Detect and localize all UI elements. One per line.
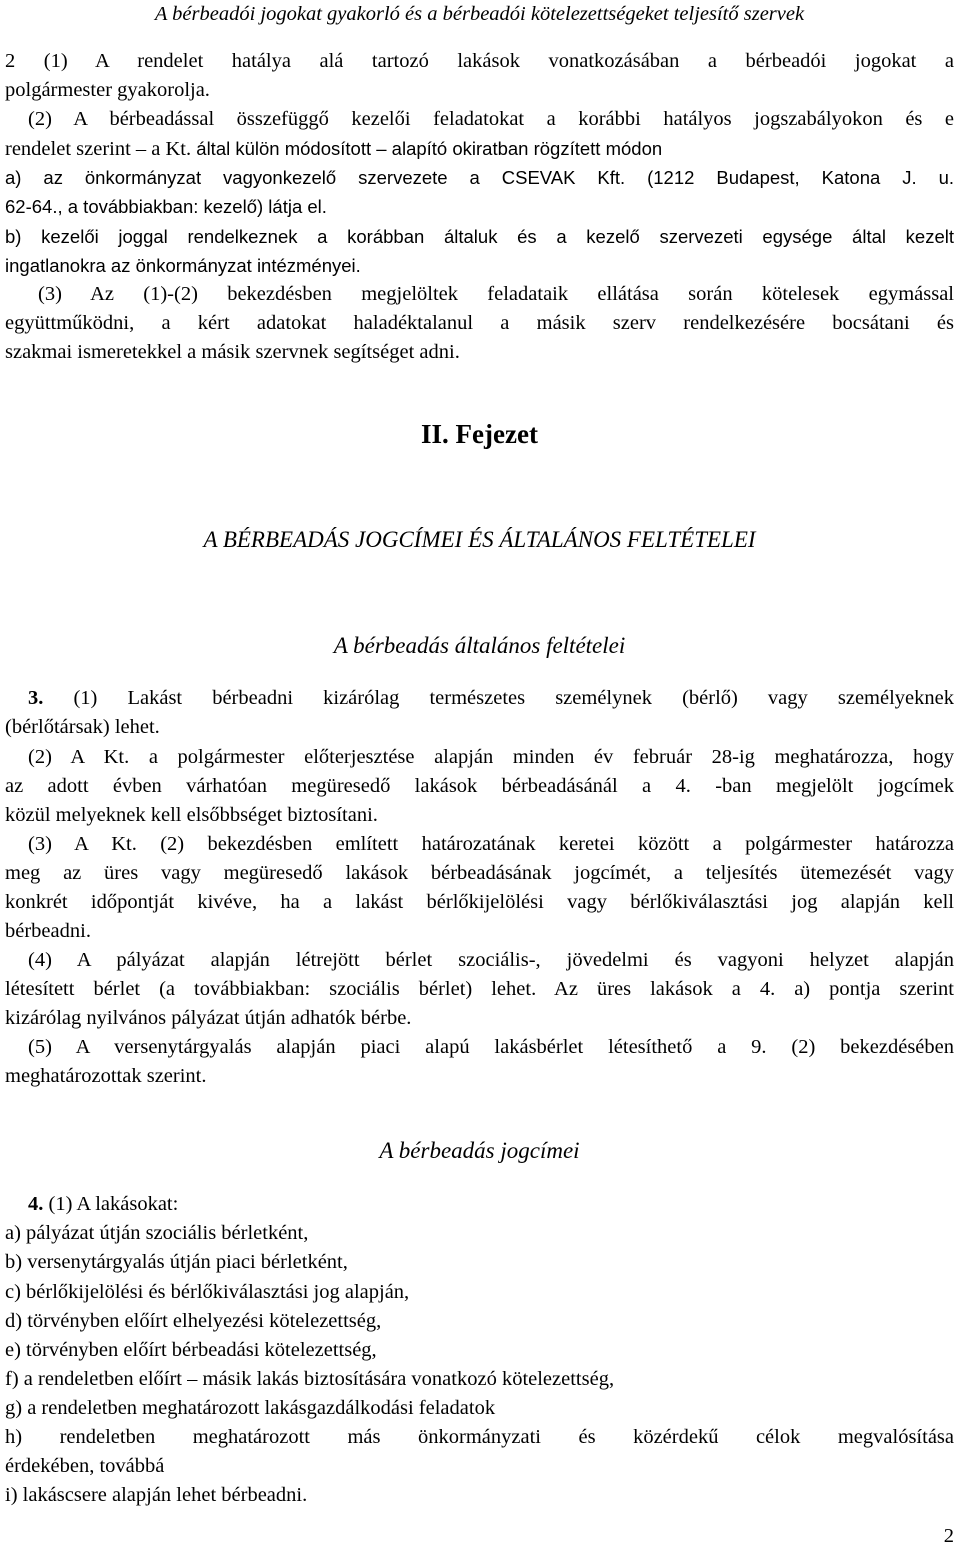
s3-line-10: (4) A pályázat alapján létrejött bérlet szociális-, jövedelmi és vagyoni helyzet alapján [28, 949, 954, 971]
s4-item: b) versenytárgyalás útján piaci bérletként, [5, 1251, 348, 1273]
s3-line-12: kizárólag nyilvános pályázat útján adhatók bérbe. [5, 1007, 412, 1029]
s4-item-h-line-1: h) rendeletben meghatározott más önkormányzati és közérdekű célok megvalósítása [5, 1426, 954, 1448]
s4-item: f) a rendeletben előírt – másik lakás biztosítására vonatkozó kötelezettség, [5, 1368, 615, 1390]
s2-line-4-serif: rendelet szerint – a Kt. [5, 138, 192, 160]
s2-line-3: (2) A bérbeadással összefüggő kezelői feladatokat a korábbi hatályos jogszabályokon és e [28, 108, 954, 130]
s3-line-11: létesített bérlet (a továbbiakban: szociális bérlet) lehet. Az üres lakások a 4. a) pontja szerint [5, 978, 954, 1000]
s3-line-4: az adott évben várhatóan megüresedő lakások bérbeadásánál a 4. -ban megjelölt jogcímek [5, 775, 954, 797]
page-number: 2 [943, 1525, 954, 1547]
s4-item: e) törvényben előírt bérbeadási kötelezettség, [5, 1339, 377, 1361]
s4-item: a) pályázat útján szociális bérletként, [5, 1222, 309, 1244]
s2-line-6-sans-2: , a továbbiakban: kezelő) látja el. [57, 196, 327, 217]
s4-number: 4. [28, 1193, 44, 1215]
section-heading: A bérbeadói jogokat gyakorló és a bérbeadói kötelezettségeket teljesítő szervek [154, 3, 805, 25]
subsection-heading-titles: A bérbeadás jogcímei [379, 1138, 580, 1163]
s3-line-14: meghatározottak szerint. [5, 1065, 207, 1087]
s3-number: 3. [28, 687, 44, 709]
s3-line-1-text: (1) Lakást bérbeadni kizárólag természetes személynek (bérlő) vagy személyeknek [43, 687, 954, 709]
s3-line-5: közül melyeknek kell elsőbbséget biztosítani. [5, 804, 378, 826]
s4-item-h-line-2: érdekében, továbbá [5, 1455, 165, 1477]
s3-line-9: bérbeadni. [5, 920, 91, 942]
s3-line-3: (2) A Kt. a polgármester előterjesztése alapján minden év február 28-ig meghatározza, hogy [28, 746, 954, 768]
s3-line-13: (5) A versenytárgyalás alapján piaci alapú lakásbérlet létesíthető a 9. (2) bekezdésében [28, 1036, 954, 1058]
s3-line-8: konkrét időpontját kivéve, ha a lakást bérlőkijelölési vagy bérlőkiválasztási jog alapján kell [5, 891, 954, 913]
subsection-heading-general-conditions: A bérbeadás általános feltételei [333, 633, 626, 658]
s4-line-1-text: (1) A lakásokat: [43, 1193, 179, 1215]
s4-item: c) bérlőkijelölési és bérlőkiválasztási jog alapján, [5, 1281, 410, 1303]
s3-line-2: (bérlőtársak) lehet. [5, 716, 160, 738]
s2-line-1: 2 (1) A rendelet hatálya alá tartozó lakások vonatkozásában a bérbeadói jogokat a [5, 50, 954, 72]
s2-line-4 [5, 134, 954, 164]
s4-item: g) a rendeletben meghatározott lakásgazdálkodási feladatok [5, 1397, 496, 1419]
s2-line-6-sans: 62-64. [5, 196, 58, 217]
s4-item-i: i) lakáscsere alapján lehet bérbeadni. [5, 1484, 308, 1506]
s2-line-5: a) az önkormányzat vagyonkezelő szervezete a CSEVAK Kft. (1212 Budapest, Katona J. u. [5, 167, 954, 188]
s3-line-6: (3) A Kt. (2) bekezdésben említett határozatának keretei között a polgármester határozza [28, 833, 954, 855]
s2-line-8: ingatlanokra az önkormányzat intézményei. [5, 255, 361, 276]
s2-line-11: szakmai ismeretekkel a másik szervnek segítséget adni. [5, 341, 460, 363]
s2-line-6 [5, 192, 954, 222]
s4-line-1 [28, 1190, 954, 1219]
s2-line-9: (3) Az (1)-(2) bekezdésben megjelöltek feladataik ellátása során kötelesek egymással [38, 283, 954, 305]
s3-line-1 [28, 684, 954, 713]
s2-line-7: b) kezelői joggal rendelkeznek a korábban általuk és a kezelő szervezeti egysége által kezelt [5, 226, 954, 247]
s3-line-7: meg az üres vagy megüresedő lakások bérbeadásának jogcímét, a teljesítés ütemezését vagy [5, 862, 954, 884]
chapter-number: II. Fejezet [421, 419, 538, 449]
s2-line-10: együttműködni, a kért adatokat haladéktalanul a másik szerv rendelkezésére bocsátani és [5, 312, 954, 334]
s2-line-2: polgármester gyakorolja. [5, 79, 210, 101]
chapter-title: A BÉRBEADÁS JOGCÍMEI ÉS ÁLTALÁNOS FELTÉTELEI [203, 527, 756, 552]
s4-item: d) törvényben előírt elhelyezési kötelezettség, [5, 1310, 382, 1332]
s2-line-4-sans: által külön módosított – alapító okiratban rögzített módon [191, 138, 663, 159]
